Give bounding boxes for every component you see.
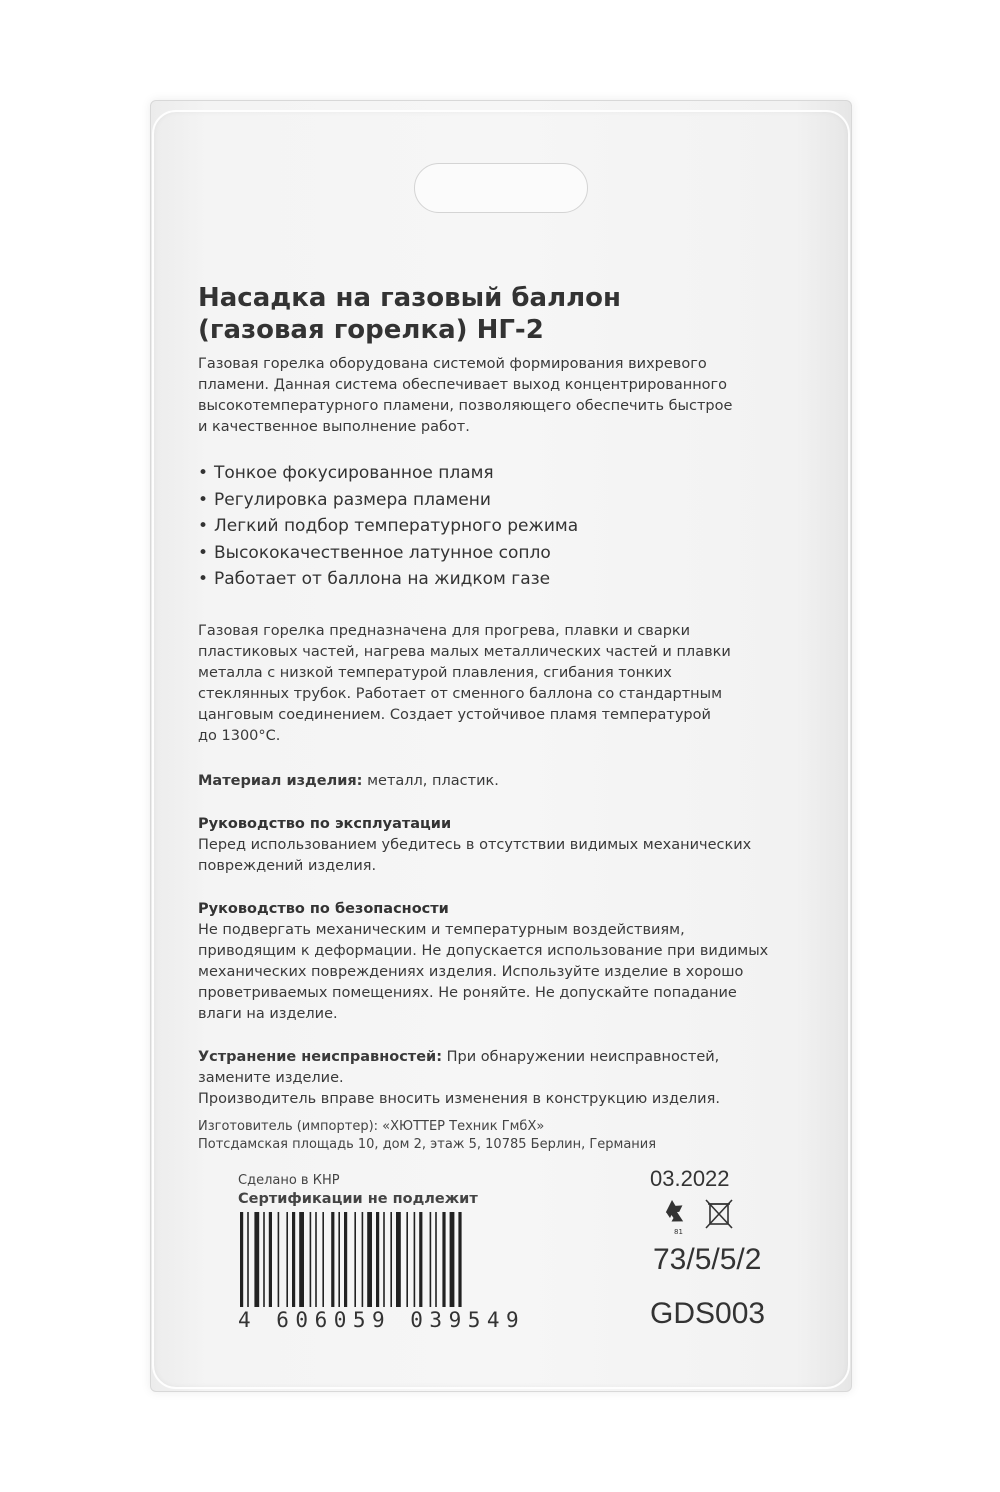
date-block: [650, 1166, 790, 1192]
origin-block: [238, 1172, 478, 1208]
purpose-line: до 1300°C.: [198, 727, 281, 744]
manual-line: Перед использованием убедитесь в отсутствии видимых механических: [198, 836, 752, 853]
feature-item: • Тонкое фокусированное пламя: [198, 460, 818, 487]
material-line: [198, 771, 818, 792]
production-date: 03.2022: [650, 1166, 730, 1191]
trouble-value: При обнаружении неисправностей,: [442, 1048, 720, 1065]
batch-code: 73/5/5/2: [653, 1243, 762, 1276]
recycle-and-disposal-icons: [660, 1196, 740, 1236]
feature-list: [198, 460, 818, 593]
recycle-icon: [663, 1198, 686, 1236]
feature-item: • Легкий подбор температурного режима: [198, 513, 818, 540]
trouble-line: [198, 1047, 818, 1068]
hang-hole: [414, 163, 588, 213]
material-label: Материал изделия:: [198, 772, 363, 789]
safety-line: механических повреждениях изделия. Используйте изделие в хорошо: [198, 963, 744, 980]
made-in: Сделано в КНР: [238, 1173, 340, 1188]
purpose-line: цанговым соединением. Создает устойчивое пламя температурой: [198, 706, 711, 723]
feature-item: • Высококачественное латунное сопло: [198, 540, 818, 567]
feature-item: • Работает от баллона на жидком газе: [198, 566, 818, 593]
intro-line: и качественное выполнение работ.: [198, 419, 470, 435]
article-code: GDS003: [650, 1297, 766, 1330]
purpose-line: металла с низкой температурой плавления, сгибания тонких: [198, 664, 672, 681]
safety-line: Не подвергать механическим и температурным воздействиям,: [198, 921, 685, 938]
manufacturer-note: Производитель вправе вносить изменения в конструкцию изделия.: [198, 1090, 720, 1107]
intro-line: Газовая горелка оборудована системой формирования вихревого: [198, 356, 707, 372]
product-title: [198, 282, 818, 346]
safety-line: приводящим к деформации. Не допускается использование при видимых: [198, 942, 769, 959]
purpose-paragraph: [198, 621, 818, 747]
label-content: [198, 282, 818, 1154]
purpose-line: пластиковых частей, нагрева малых металлических частей и плавки: [198, 643, 731, 660]
certification-note: Сертификации не подлежит: [238, 1191, 478, 1207]
safety-line: проветриваемых помещениях. Не роняйте. Не допускайте попадание: [198, 984, 737, 1001]
title-line-2: (газовая горелка) НГ-2: [198, 315, 544, 345]
safety-heading: Руководство по безопасности: [198, 900, 449, 917]
purpose-line: Газовая горелка предназначена для прогрева, плавки и сварки: [198, 622, 691, 639]
intro-paragraph: [198, 354, 818, 438]
manual-heading: Руководство по эксплуатации: [198, 815, 452, 832]
crossed-bin-icon: [706, 1200, 732, 1228]
intro-line: пламени. Данная система обеспечивает выход концентрированного: [198, 377, 728, 393]
safety-line: влаги на изделие.: [198, 1005, 338, 1022]
barcode-digits: 4 606059 039549: [238, 1308, 526, 1332]
trouble-label: Устранение неисправностей:: [198, 1048, 442, 1065]
importer-line-1: Изготовитель (импортер): «ХЮТТЕР Техник ГмбХ»: [198, 1118, 545, 1134]
purpose-line: стеклянных трубок. Работает от сменного баллона со стандартным: [198, 685, 723, 702]
barcode-icon: [238, 1212, 528, 1307]
manual-line: повреждений изделия.: [198, 857, 377, 874]
trouble-line-2: замените изделие.: [198, 1069, 344, 1086]
material-value: металл, пластик.: [362, 772, 499, 789]
feature-item: • Регулировка размера пламени: [198, 487, 818, 514]
importer-line-2: Потсдамская площадь 10, дом 2, этаж 5, 10785 Берлин, Германия: [198, 1136, 657, 1152]
title-line-1: Насадка на газовый баллон: [198, 283, 622, 313]
intro-line: высокотемпературного пламени, позволяющего обеспечить быстрое: [198, 398, 733, 414]
recycle-code: 81: [674, 1228, 683, 1236]
